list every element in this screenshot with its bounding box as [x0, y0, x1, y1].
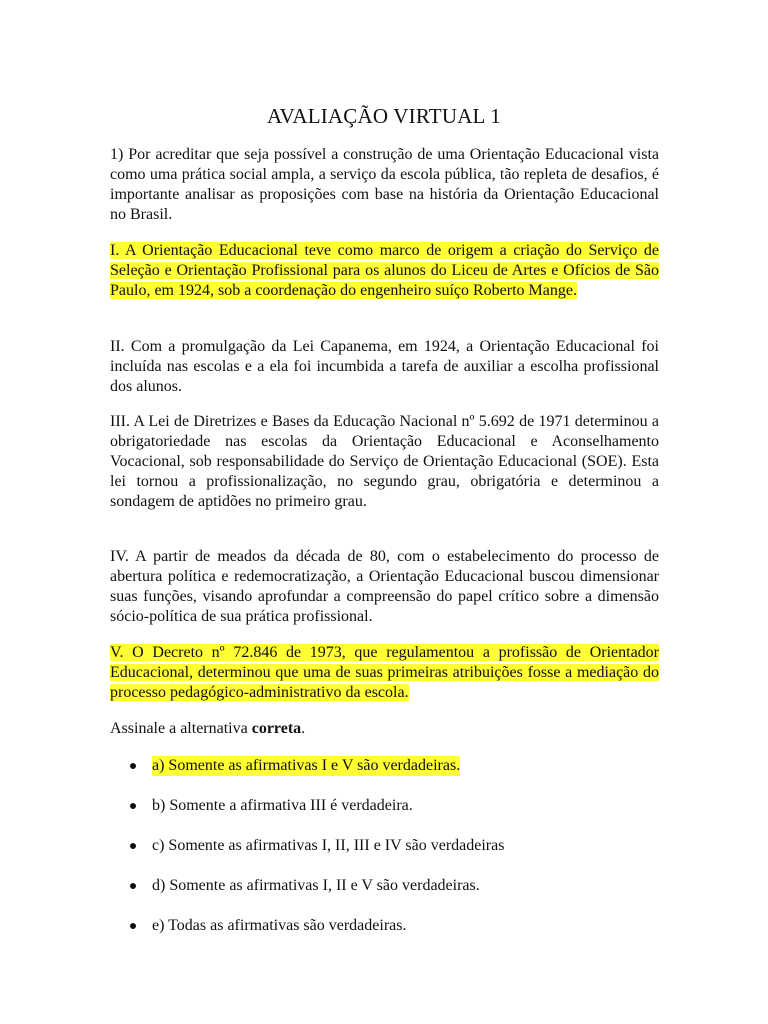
- statement-4: [110, 547, 659, 627]
- bullet-icon: [130, 923, 136, 929]
- option-c[interactable]: [130, 836, 670, 856]
- statement-3-text: III. A Lei de Diretrizes e Bases da Educação Nacional nº 5.692 de 1971 determinou a obrigatoriedade nas escolas da Orientação Educacional e Aconselhamento Vocacional, sob responsabilidade do Serviço de Orientação Educacional (SOE). Esta lei tornou a profissionalização, no segundo grau, obrigatória e determinou a sondagem de aptidões no primeiro grau.: [110, 413, 659, 510]
- instruction-emphasis: correta: [251, 720, 302, 737]
- answer-options: [130, 756, 670, 956]
- page-title: AVALIAÇÃO VIRTUAL 1: [267, 104, 501, 128]
- statement-2-text: II. Com a promulgação da Lei Capanema, em 1924, a Orientação Educacional foi incluída nas escolas e a ela foi incumbida a tarefa de auxiliar a escolha profissional dos alunos.: [110, 338, 659, 395]
- option-a[interactable]: [130, 756, 670, 776]
- statement-5: [110, 643, 659, 703]
- statement-1: [110, 241, 659, 301]
- instruction-suffix: .: [301, 720, 306, 737]
- bullet-icon: [130, 803, 136, 809]
- option-e-text: e) Todas as afirmativas são verdadeiras.: [152, 917, 407, 934]
- option-e[interactable]: [130, 916, 670, 936]
- bullet-icon: [130, 883, 136, 889]
- option-d-text: d) Somente as afirmativas I, II e V são verdadeiras.: [152, 877, 480, 894]
- bullet-icon: [130, 843, 136, 849]
- statement-5-text: V. O Decreto nº 72.846 de 1973, que regulamentou a profissão de Orientador Educacional, determinou que uma de suas primeiras atribuições fosse a mediação do processo pedagógico-administrativo da escola.: [110, 644, 659, 701]
- question-intro: 1) Por acreditar que seja possível a construção de uma Orientação Educacional vista como uma prática social ampla, a serviço da escola pública, tão repleta de desafios, é importante analisar as proposições com base na história da Orientação Educacional no Brasil.: [110, 146, 659, 223]
- bullet-icon: [130, 763, 136, 769]
- option-b[interactable]: [130, 796, 670, 816]
- instruction: [110, 719, 659, 739]
- option-a-text: a) Somente as afirmativas I e V são verdadeiras.: [152, 757, 461, 774]
- statement-3: [110, 412, 659, 512]
- statement-2: [110, 337, 659, 397]
- instruction-prefix: Assinale a alternativa: [110, 720, 252, 737]
- statement-1-text: I. A Orientação Educacional teve como marco de origem a criação do Serviço de Seleção e Orientação Profissional para os alunos do Liceu de Artes e Ofícios de São Paulo, em 1924, sob a coordenação do engenheiro suíço Roberto Mange.: [110, 242, 659, 299]
- option-b-text: b) Somente a afirmativa III é verdadeira.: [152, 797, 413, 814]
- option-d[interactable]: [130, 876, 670, 896]
- statement-4-text: IV. A partir de meados da década de 80, com o estabelecimento do processo de abertura política e redemocratização, a Orientação Educacional buscou dimensionar suas funções, visando aprofundar a compreensão do papel crítico sobre a dimensão sócio-política de sua prática profissional.: [110, 548, 659, 625]
- option-c-text: c) Somente as afirmativas I, II, III e IV são verdadeiras: [152, 837, 505, 854]
